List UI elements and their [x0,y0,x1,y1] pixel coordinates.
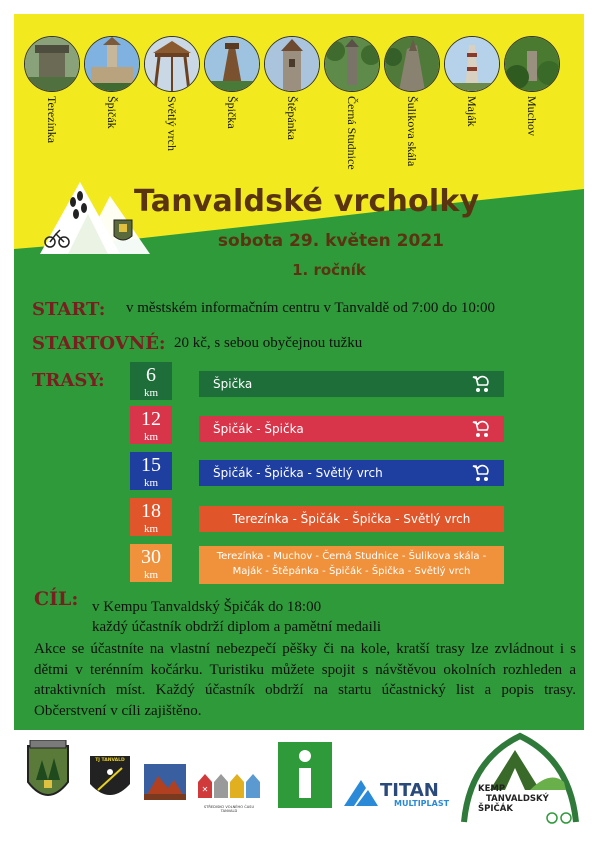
route-km-unit: km [143,431,159,443]
peak-svetly-vrch [142,36,202,181]
peak-label: Černá Studnice [345,96,359,170]
info-paragraph: Akce se účastníte na vlastní nebezpečí pěšky či na kole, kratší trasy lze zvládnout i s dětmi v terénním kočárku. Turistiku můžete spojit s návštěvou okolních rozhleden a atraktivních míst. Každý účastník obdrží na startu účastnický list a popis trasy. Občerstvení v cíli zajištěno. [34,641,576,719]
routes-label: TRASY: [32,370,105,391]
peak-label: Špičák [105,96,119,129]
stroller-icon [470,375,490,393]
mountain-club-logo-icon [144,764,186,800]
route-distance-badge [130,452,172,490]
route-distance-badge [130,362,172,400]
houses-icon [196,770,262,800]
rock-cliff-photo [384,36,440,92]
start-label: START: [32,299,106,320]
peak-label: Světlý vrch [165,96,179,151]
finish-line: každý účastník obdrží diplom a pamětní medaili [92,619,382,635]
event-title: Tanvaldské vrcholky [134,184,480,219]
kemp-line: ŠPIČÁK [478,804,513,814]
peak-label: Terezínka [45,96,59,144]
peak-photos-row [22,36,567,181]
route-name-line: Maják - Štěpánka - Špičák - Špička - Světlý vrch [232,566,471,577]
kemp-line: KEMP [478,784,506,794]
route-km-value: 12 [141,408,161,430]
route-name: Špička [213,377,253,391]
kemp-line: TANVALDSKÝ [486,794,549,804]
route-name: Terezínka - Špičák - Špička - Světlý vrch [232,512,471,526]
finish-label: CÍL: [34,588,79,610]
route-bar [199,506,504,532]
route-distance-badge [130,498,172,536]
wooden-lookout-photo [144,36,200,92]
tower-building-photo [84,36,140,92]
sponsor-logos-row [0,730,595,842]
route-bar [199,460,504,486]
badge-text: TJ TANVALD [95,758,125,763]
route-name: Špičák - Špička [213,422,304,436]
stroller-icon [470,464,490,482]
peak-muchov [502,36,562,181]
route-km-value: 18 [141,500,161,522]
kemp-tent-icon [460,730,580,830]
titan-sub: MULTIPLAST [394,799,450,808]
titan-name: TITAN [380,780,439,801]
event-date: sobota 29. květen 2021 [217,231,444,251]
peak-label: Muchov [525,96,539,136]
stroller-icon [470,420,490,438]
peak-label: Maják [465,96,479,127]
timber-tower-photo [204,36,260,92]
peak-cerna-studnice [322,36,382,181]
kemp-name [476,784,556,814]
start-text: v městském informačním centru v Tanvaldě od 7:00 do 10:00 [126,300,496,316]
route-name: Špičák - Špička - Světlý vrch [213,466,383,480]
route-bar [199,416,504,442]
rocky-summit-photo [324,36,380,92]
route-km-value: 6 [146,364,156,386]
town-coat-of-arms-icon [22,740,74,810]
fee-label: STARTOVNÉ: [32,333,166,354]
titan-logo-icon [344,780,378,806]
town-crest-icon [114,220,132,240]
information-icon [278,742,332,808]
peak-majak [442,36,502,181]
route-km-unit: km [143,477,159,489]
svg-text:✕: ✕ [201,785,209,794]
route-km-value: 30 [141,546,161,568]
route-name-line: Terezínka - Muchov - Černá Studnice - Šulikova skála - [216,551,487,562]
lighthouse-tower-photo [444,36,500,92]
route-km-value: 15 [141,454,161,476]
peak-label: Štěpánka [285,96,299,140]
route-km-unit: km [143,569,159,581]
stone-tower-photo [264,36,320,92]
peak-label: Šulikova skála [405,96,419,167]
poster [14,14,584,730]
route-distance-badge [130,544,172,582]
route-distance-badge [130,406,172,444]
route-km-unit: km [143,387,159,399]
ddm-logo [196,770,262,814]
peak-spicka [202,36,262,181]
ddm-text: STŘEDISKO VOLNÉHO ČASU TANVALD [203,805,255,813]
tj-tanvald-badge [88,754,132,804]
event-edition: 1. ročník [292,261,366,279]
route-bar [199,371,504,397]
peak-terezinka [22,36,82,181]
route-bar [199,546,504,584]
fee-text: 20 kč, s sebou obyčejnou tužku [174,335,363,351]
kemp-logo [460,730,580,830]
peak-label: Špička [225,96,239,129]
peak-spicak [82,36,142,181]
peak-stepanka [262,36,322,181]
peak-sulikova-skala [382,36,442,181]
forest-summit-photo [504,36,560,92]
lookout-tower-photo [24,36,80,92]
finish-line: v Kempu Tanvaldský Špičák do 18:00 [92,599,322,615]
route-km-unit: km [143,523,159,535]
finish-text [92,597,381,637]
